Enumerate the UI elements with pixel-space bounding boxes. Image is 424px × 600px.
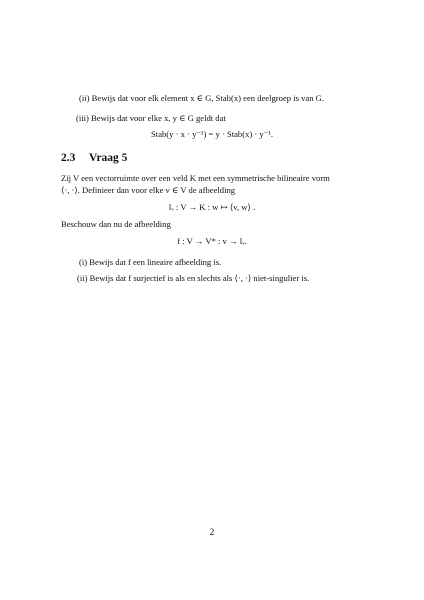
section-number: 2.3 bbox=[61, 152, 76, 164]
section-heading bbox=[61, 152, 127, 164]
part-text: Bewijs dat voor elke x, y ∈ G geldt dat bbox=[91, 113, 226, 123]
part-label: (i) bbox=[79, 257, 88, 267]
consider-text: Beschouw dan nu de afbeelding bbox=[61, 219, 171, 229]
page-number: 2 bbox=[209, 527, 215, 537]
displayed-formula-lv: lᵥ : V → K : w ↦ ⟨v, w⟩ . bbox=[168, 202, 256, 212]
exercise-part-i-statement bbox=[79, 257, 221, 268]
exercise-part-ii-statement-2 bbox=[77, 273, 309, 284]
displayed-formula-stab: Stab(y · x · y⁻¹) = y · Stab(x) · y⁻¹. bbox=[151, 129, 273, 139]
exercise-part-iii-statement bbox=[76, 113, 226, 124]
part-label: (ii) bbox=[79, 93, 90, 103]
part-text: Bewijs dat f surjectief is als en slechts als ⟨·, ·⟩ niet-singulier is. bbox=[89, 273, 310, 283]
part-label: (ii) bbox=[77, 273, 88, 283]
part-text: Bewijs dat f een lineaire afbeelding is. bbox=[89, 257, 222, 267]
exercise-part-ii-statement bbox=[79, 93, 324, 104]
part-text: Bewijs dat voor elk element x ∈ G, Stab(x) een deelgroep is van G. bbox=[91, 93, 325, 103]
part-label: (iii) bbox=[76, 113, 89, 123]
intro-line-2: ⟨·, ·⟩. Definieer dan voor elke v ∈ V de afbeelding bbox=[61, 185, 236, 195]
section-title: Vraag 5 bbox=[89, 152, 128, 164]
displayed-formula-f: f : V → V* : v → lᵥ. bbox=[177, 236, 247, 246]
intro-line-1: Zij V een vectorruimte over een veld K met een symmetrische bilineaire vorm bbox=[61, 173, 330, 183]
